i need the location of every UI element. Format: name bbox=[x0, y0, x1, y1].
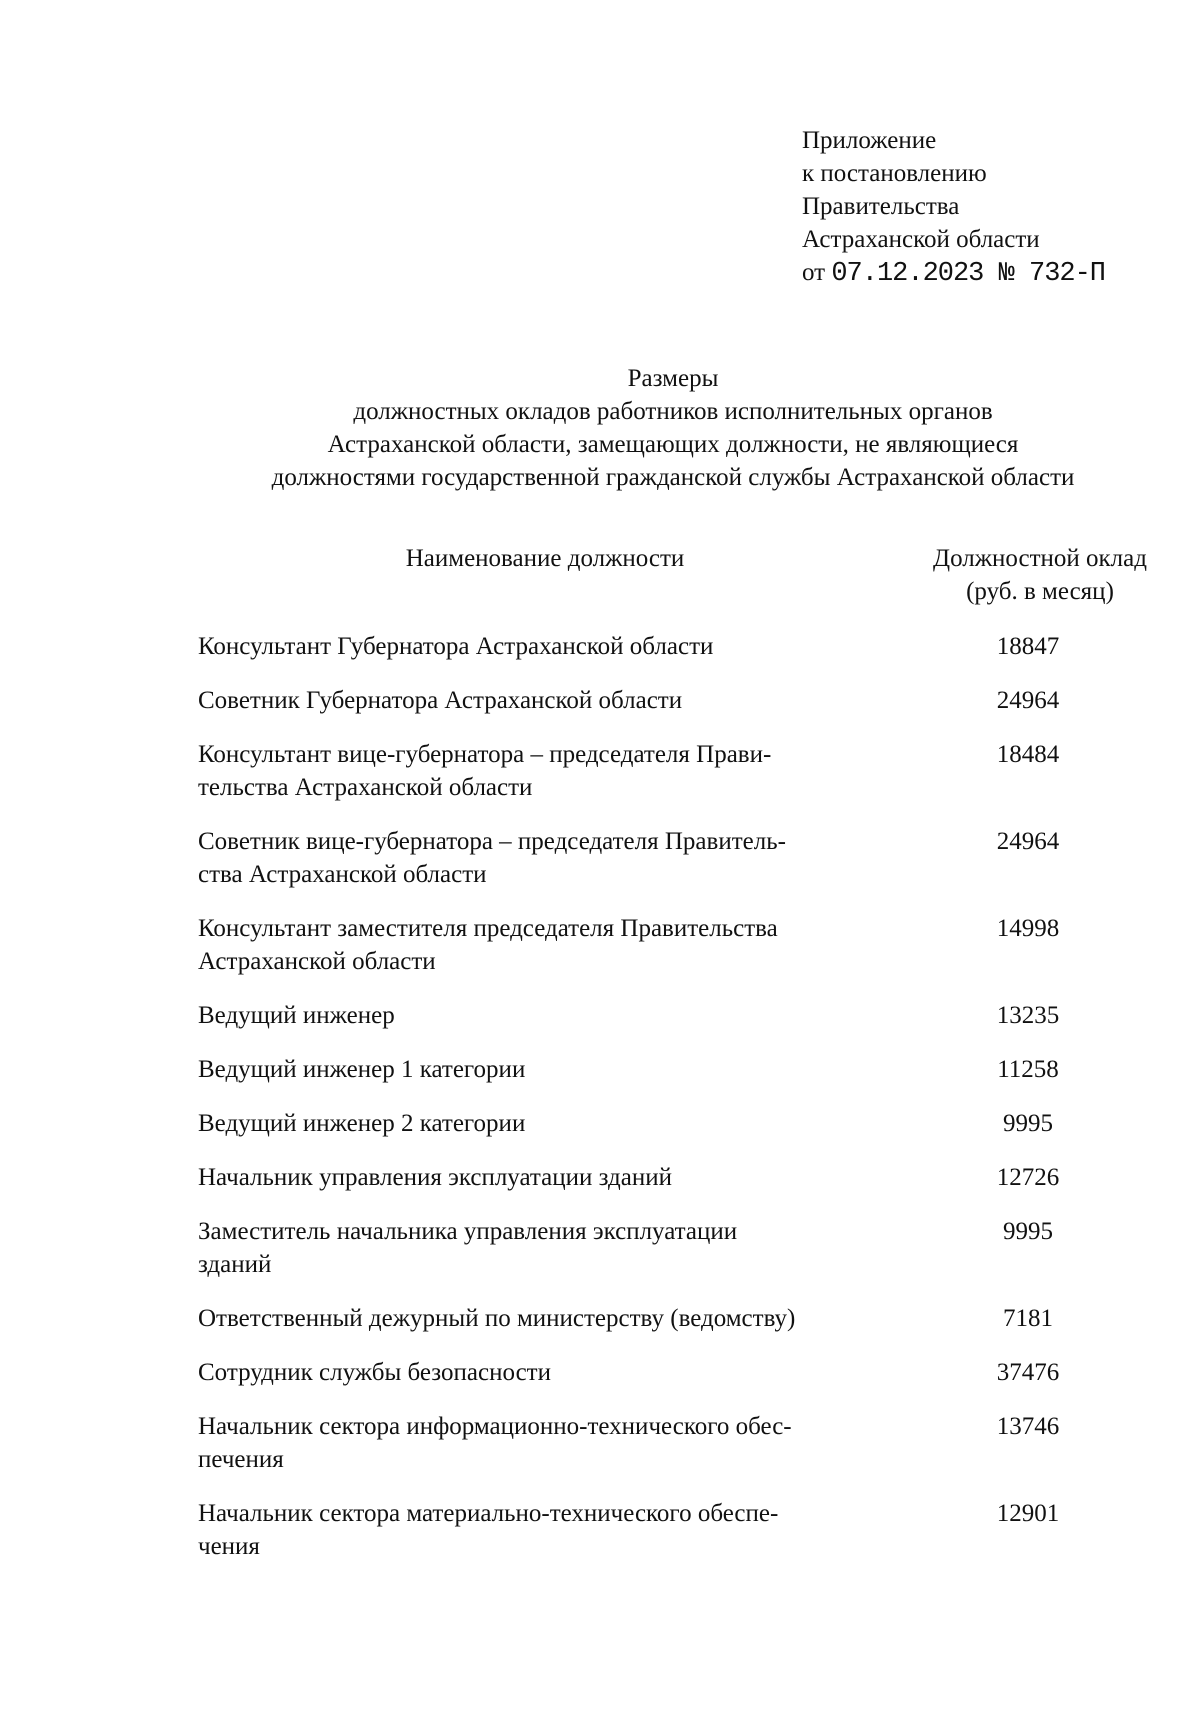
table-row bbox=[198, 1215, 1158, 1281]
document-title bbox=[0, 362, 1200, 494]
table-row bbox=[198, 738, 1158, 804]
position-name: Начальник сектора материально-технического обеспе- чения bbox=[198, 1500, 779, 1560]
position-name: Ответственный дежурный по министерству (ведомству) bbox=[198, 1305, 796, 1332]
position-name: Ведущий инженер 2 категории bbox=[198, 1110, 526, 1137]
table-row bbox=[198, 1302, 1158, 1335]
salary-value: 13235 bbox=[996, 1002, 1060, 1029]
annex-line-2: к постановлению bbox=[802, 160, 987, 187]
position-name: Начальник управления эксплуатации зданий bbox=[198, 1164, 673, 1191]
position-name: Ведущий инженер 1 категории bbox=[198, 1056, 526, 1083]
salary-value: 18847 bbox=[996, 633, 1060, 660]
position-name: Заместитель начальника управления эксплуатации зданий bbox=[198, 1218, 738, 1278]
table-row bbox=[198, 1356, 1158, 1389]
table-row bbox=[198, 1161, 1158, 1194]
salary-value: 12726 bbox=[996, 1164, 1060, 1191]
salary-header-line-1: Должностной оклад bbox=[933, 545, 1147, 572]
table-row bbox=[198, 999, 1158, 1032]
column-header-position: Наименование должности bbox=[405, 545, 685, 572]
salary-value: 24964 bbox=[996, 687, 1060, 714]
annex-line-3: Правительства bbox=[802, 193, 960, 220]
position-name: Сотрудник службы безопасности bbox=[198, 1359, 551, 1386]
salary-table bbox=[198, 630, 1158, 1584]
table-row bbox=[198, 1410, 1158, 1476]
salary-value: 9995 bbox=[1003, 1218, 1053, 1245]
annex-date-prefix: от bbox=[802, 259, 826, 286]
title-line-3: Астраханской области, замещающих должности, не являющиеся bbox=[327, 431, 1019, 458]
table-row bbox=[198, 1497, 1158, 1563]
annex-date-number: 07.12.2023 № 732-П bbox=[831, 259, 1106, 289]
salary-value: 11258 bbox=[997, 1056, 1059, 1083]
salary-value: 18484 bbox=[996, 741, 1060, 768]
salary-header-line-2: (руб. в месяц) bbox=[966, 578, 1114, 605]
annex-line-1: Приложение bbox=[802, 127, 937, 154]
position-name: Консультант заместителя председателя Правительства Астраханской области bbox=[198, 915, 778, 975]
table-row bbox=[198, 912, 1158, 978]
position-name: Консультант Губернатора Астраханской области bbox=[198, 633, 714, 660]
position-name: Советник Губернатора Астраханской области bbox=[198, 687, 683, 714]
position-name: Ведущий инженер bbox=[198, 1002, 395, 1029]
position-name: Советник вице-губернатора – председателя Правитель- ства Астраханской области bbox=[198, 828, 786, 888]
table-row bbox=[198, 825, 1158, 891]
table-row bbox=[198, 684, 1158, 717]
salary-value: 13746 bbox=[996, 1413, 1060, 1440]
title-line-1: Размеры bbox=[627, 365, 719, 392]
salary-value: 9995 bbox=[1003, 1110, 1053, 1137]
annex-block bbox=[802, 124, 1162, 291]
table-row bbox=[198, 1053, 1158, 1086]
title-line-4: должностями государственной гражданской службы Астраханской области bbox=[271, 464, 1075, 491]
salary-value: 7181 bbox=[1003, 1305, 1053, 1332]
salary-value: 14998 bbox=[996, 915, 1060, 942]
salary-value: 12901 bbox=[996, 1500, 1060, 1527]
annex-date-line bbox=[802, 256, 1162, 291]
title-line-2: должностных окладов работников исполнительных органов bbox=[353, 398, 993, 425]
salary-value: 37476 bbox=[996, 1359, 1060, 1386]
annex-line-4: Астраханской области bbox=[802, 226, 1040, 253]
column-header-salary bbox=[905, 542, 1175, 608]
table-row bbox=[198, 1107, 1158, 1140]
salary-value: 24964 bbox=[996, 828, 1060, 855]
table-row bbox=[198, 630, 1158, 663]
position-name: Консультант вице-губернатора – председателя Прави- тельства Астраханской области bbox=[198, 741, 772, 801]
position-name: Начальник сектора информационно-технического обес- печения bbox=[198, 1413, 792, 1473]
